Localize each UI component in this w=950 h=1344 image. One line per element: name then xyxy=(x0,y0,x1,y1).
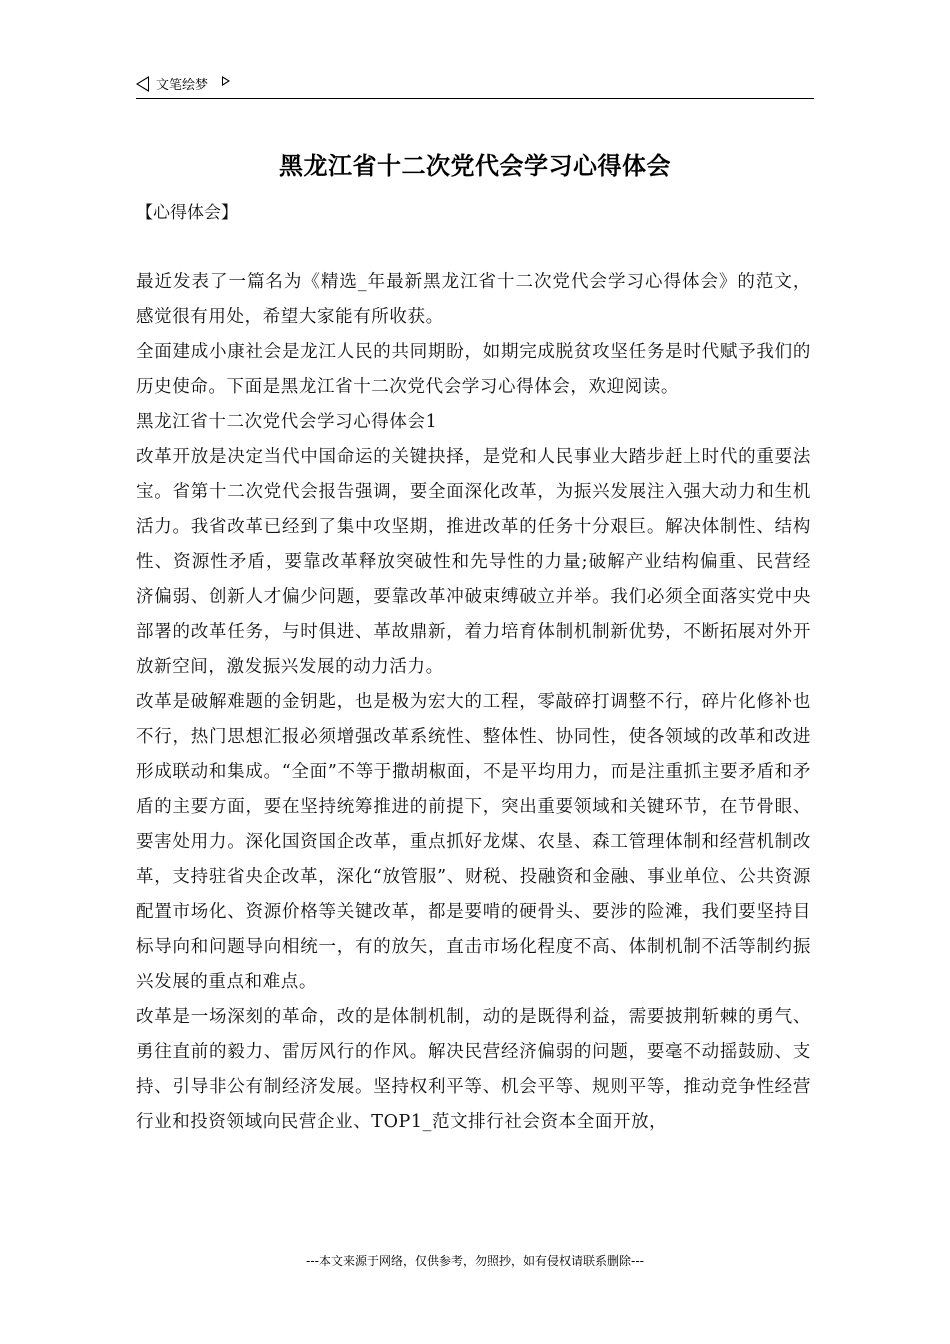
body-paragraph: 全面建成小康社会是龙江人民的共同期盼，如期完成脱贫攻坚任务是时代赋予我们的历史使命。下面是黑龙江省十二次党代会学习心得体会，欢迎阅读。 xyxy=(136,342,811,397)
header-brand: 文笔绘梦 xyxy=(156,78,209,93)
document-title: 黑龙江省十二次党代会学习心得体会 xyxy=(279,152,671,180)
document-body xyxy=(136,265,811,1140)
body-paragraph: 最近发表了一篇名为《精选_年最新黑龙江省十二次党代会学习心得体会》的范文，感觉很有用处，希望大家能有所收获。 xyxy=(136,272,811,327)
body-paragraph: 改革开放是决定当代中国命运的关键抉择，是党和人民事业大踏步赶上时代的重要法宝。省第十二次党代会报告强调，要全面深化改革，为振兴发展注入强大动力和生机活力。我省改革已经到了集中攻坚期，推进改革的任务十分艰巨。解决体制性、结构性、资源性矛盾，要靠改革释放突破性和先导性的力量;破解产业结构偏重、民营经济偏弱、创新人才偏少问题，要靠改革冲破束缚破立并举。我们必须全面落实党中央部署的改革任务，与时俱进、革故鼎新，着力培育体制机制新优势，不断拓展对外开放新空间，激发振兴发展的动力活力。 xyxy=(136,447,811,677)
footer-disclaimer: ---本文来源于网络，仅供参考，勿照抄，如有侵权请联系删除--- xyxy=(306,1254,644,1268)
page-header xyxy=(136,72,814,99)
body-paragraph: 改革是破解难题的金钥匙，也是极为宏大的工程，零敲碎打调整不行，碎片化修补也不行，热门思想汇报必须增强改革系统性、整体性、协同性，使各领域的改革和改进形成联动和集成。“全面”不等于撒胡椒面，不是平均用力，而是注重抓主要矛盾和矛盾的主要方面，要在坚持统筹推进的前提下，突出重要领域和关键环节，在节骨眼、要害处用力。深化国资国企改革，重点抓好龙煤、农垦、森工管理体制和经营机制改革，支持驻省央企改革，深化“放管服”、财税、投融资和金融、事业单位、公共资源配置市场化、资源价格等关键改革，都是要啃的硬骨头、要涉的险滩，我们要坚持目标导向和问题导向相统一，有的放矢，直击市场化程度不高、体制机制不活等制约振兴发展的重点和难点。 xyxy=(136,692,811,992)
section-heading: 黑龙江省十二次党代会学习心得体会1 xyxy=(136,412,438,432)
left-triangle-icon xyxy=(136,76,149,92)
document-tag: 【心得体会】 xyxy=(136,203,238,223)
body-paragraph: 改革是一场深刻的革命，改的是体制机制，动的是既得利益，需要披荆斩棘的勇气、勇往直前的毅力、雷厉风行的作风。解决民营经济偏弱的问题，要毫不动摇鼓励、支持、引导非公有制经济发展。坚持权利平等、机会平等、规则平等，推动竞争性经营行业和投资领域向民营企业、TOP1_范文排行社会资本全面开放， xyxy=(136,1007,811,1132)
right-triangle-icon xyxy=(222,76,230,86)
